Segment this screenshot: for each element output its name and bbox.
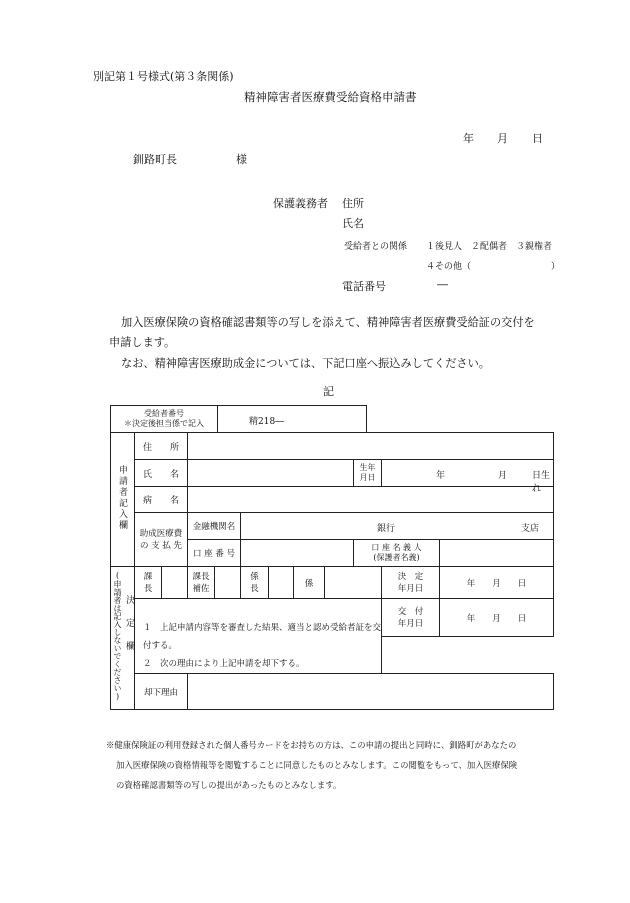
reject-reason-label: 却下理由 bbox=[135, 674, 188, 710]
name-label: 氏名 bbox=[342, 217, 364, 230]
section-chief-stamp[interactable] bbox=[162, 567, 188, 599]
recipient-number-label: 受給者番号 bbox=[144, 409, 184, 418]
birth-month-label: 月 bbox=[498, 471, 508, 481]
disease-row-label: 病 名 bbox=[135, 487, 188, 513]
name-field[interactable] bbox=[188, 460, 354, 487]
birth-year-label: 年 bbox=[436, 471, 446, 481]
body-paragraph-1a: 加入医療保険の資格確認書類等の写しを添えて、精神障害者医療費受給証の交付を bbox=[121, 316, 535, 329]
decision-section-label: (申請者は記入しないでください) 決定欄 bbox=[111, 567, 135, 710]
birth-suffix-label: 日生れ bbox=[532, 471, 551, 494]
issue-date-label: 交 付 年月日 bbox=[382, 599, 440, 637]
account-holder-label: 口 座 名 義 人 (保護者名義) bbox=[354, 540, 440, 567]
staff-stamp[interactable] bbox=[325, 567, 382, 599]
body-paragraph-1b: 申請します。 bbox=[109, 336, 176, 349]
bank-name-label: 金融機関名 bbox=[188, 513, 241, 540]
disease-field[interactable] bbox=[188, 487, 554, 513]
ki-label: 記 bbox=[323, 385, 334, 398]
body-paragraph-2: なお、精神障害医療助成金については、下記口座へ振込みしてください。 bbox=[121, 357, 490, 370]
decision-blank bbox=[382, 637, 554, 674]
deputy-chief-stamp[interactable] bbox=[215, 567, 241, 599]
relation-other-close: ） bbox=[551, 262, 561, 272]
relation-options: １後見人 ２配偶者 ３親権者 bbox=[426, 242, 553, 252]
name-row-label: 氏 名 bbox=[135, 460, 188, 487]
recipient-number-value: 精218― bbox=[249, 417, 285, 427]
form-title: 精神障害者医療費受給資格申請書 bbox=[244, 90, 417, 104]
date-day-label: 日 bbox=[532, 132, 543, 145]
birthdate-label: 生年 月日 bbox=[354, 460, 382, 487]
address-label: 住所 bbox=[342, 197, 364, 210]
unit-chief-label: 係 長 bbox=[241, 567, 269, 599]
form-reference: 別記第１号様式(第３条関係) bbox=[93, 70, 234, 83]
bank-suffix: 銀行 bbox=[377, 524, 396, 534]
addressee: 釧路町長 bbox=[133, 153, 177, 166]
bank-name-field[interactable] bbox=[241, 513, 554, 540]
decision-option-approve: １ 上記申請内容等を審査した結果、適当と認め受給者証を交付する。 bbox=[143, 623, 382, 651]
relation-other: ４その他（ bbox=[426, 262, 472, 272]
address-field[interactable] bbox=[188, 433, 554, 460]
decision-options bbox=[135, 599, 382, 674]
recipient-number-box bbox=[110, 405, 367, 432]
footnote-line-1: ※健康保険証の利用登録された個人番号カードをお持ちの方は、この申請の提出と同時に、釧路町があなたの bbox=[106, 740, 517, 750]
account-number-field[interactable] bbox=[241, 540, 354, 567]
decision-option-reject: ２ 次の理由により上記申請を却下する。 bbox=[143, 659, 305, 669]
issue-date-field[interactable]: 年 月 日 bbox=[440, 599, 554, 637]
account-holder-field[interactable] bbox=[440, 540, 554, 567]
date-year-label: 年 bbox=[463, 132, 474, 145]
guardian-label: 保護義務者 bbox=[273, 197, 328, 210]
payee-label: 助成医療費 の 支 払 先 bbox=[135, 513, 188, 567]
address-row-label: 住 所 bbox=[135, 433, 188, 460]
applicant-section-label: 申請者記入欄 bbox=[111, 433, 135, 567]
account-number-label: 口 座 番 号 bbox=[188, 540, 241, 567]
footnote-line-3: の資格確認書類等の写しの提出があったものとみなします。 bbox=[116, 780, 342, 790]
unit-chief-stamp[interactable] bbox=[269, 567, 294, 599]
decision-date-field[interactable]: 年 月 日 bbox=[440, 567, 554, 599]
reject-reason-field[interactable] bbox=[188, 674, 554, 710]
deputy-chief-label: 課長 補佐 bbox=[188, 567, 215, 599]
birthdate-field[interactable] bbox=[382, 460, 554, 494]
honorific: 様 bbox=[236, 153, 247, 166]
application-table bbox=[110, 432, 554, 710]
phone-label: 電話番号 bbox=[342, 280, 386, 293]
recipient-number-note: ＊決定後担当係で記入 bbox=[124, 419, 204, 428]
date-month-label: 月 bbox=[497, 132, 508, 145]
footnote-line-2: 加入医療保険の資格情報等を閲覧することに同意したものとみなします。この閲覧をもって、加入医療保険 bbox=[116, 760, 518, 770]
branch-suffix: 支店 bbox=[521, 524, 540, 534]
staff-label: 係 bbox=[294, 567, 325, 599]
relation-label: 受給者との関係 bbox=[344, 242, 408, 252]
decision-date-label: 決 定 年月日 bbox=[382, 567, 440, 599]
phone-separator: ― bbox=[437, 278, 448, 291]
section-chief-label: 課 長 bbox=[135, 567, 162, 599]
